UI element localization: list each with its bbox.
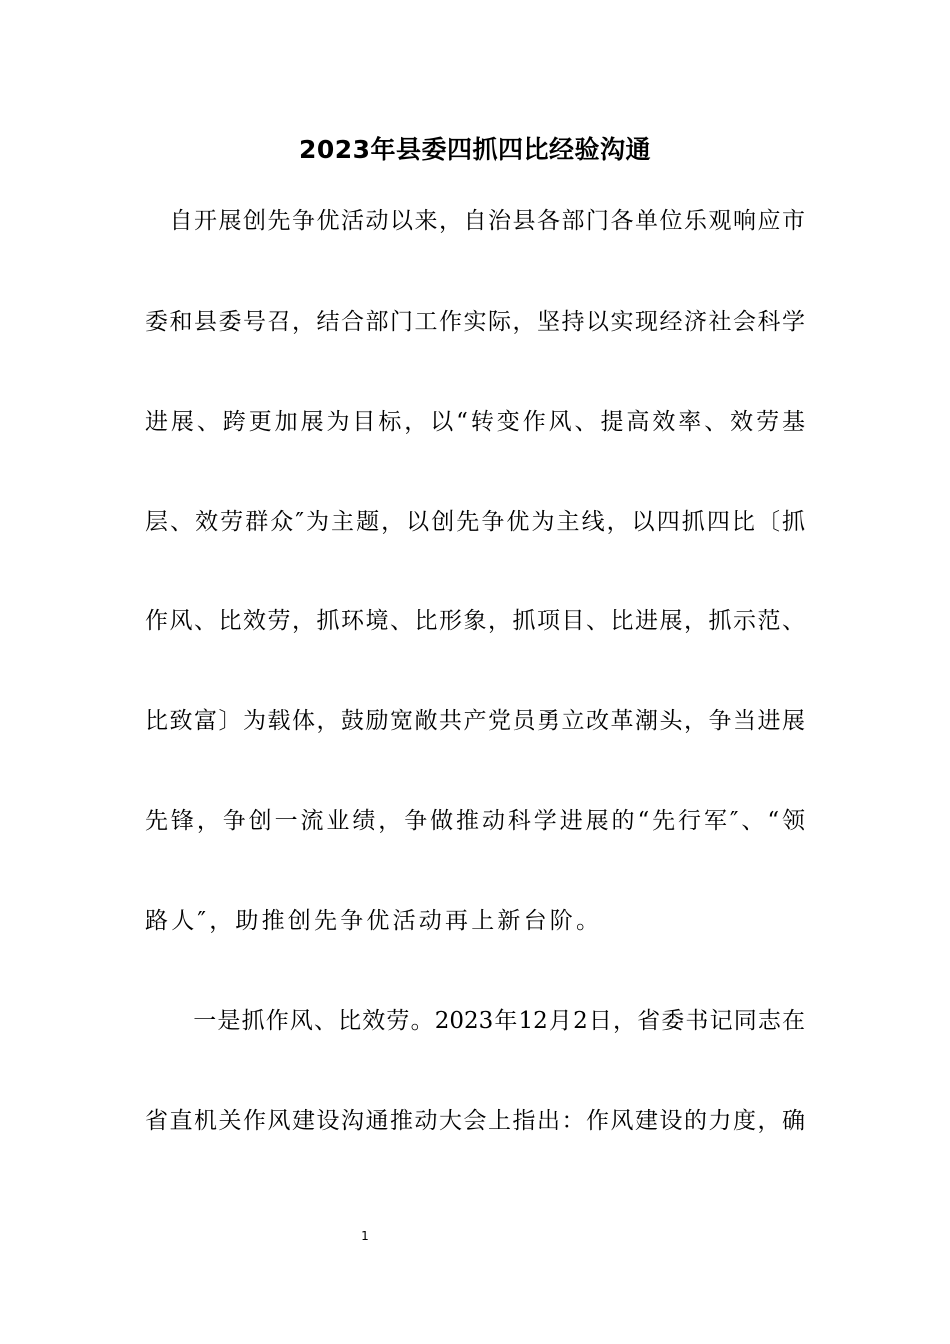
body-line: 自开展创先争优活动以来，自治县各部门各单位乐观响应市 — [145, 208, 805, 234]
body-line: 进展、跨更加展为目标，以“转变作风、提高效率、效劳基 — [145, 409, 805, 435]
body-line: 省直机关作风建设沟通推动大会上指出：作风建设的力度，确 — [145, 1108, 805, 1134]
body-line: 一是抓作风、比效劳。2023年12月2日，省委书记同志在 — [145, 1008, 805, 1034]
body-line: 作风、比效劳，抓环境、比形象，抓项目、比进展，抓示范、 — [145, 608, 805, 634]
page-number: 1 — [361, 1229, 369, 1243]
body-line: 路人″，助推创先争优活动再上新台阶。 — [145, 908, 603, 934]
body-line: 委和县委号召，结合部门工作实际，坚持以实现经济社会科学 — [145, 309, 805, 335]
document-title: 2023年县委四抓四比经验沟通 — [298, 135, 652, 164]
body-line: 层、效劳群众″为主题，以创先争优为主线，以四抓四比〔抓 — [145, 509, 805, 535]
body-line: 比致富〕为载体，鼓励宽敞共产党员勇立改革潮头，争当进展 — [145, 708, 805, 734]
body-line: 先锋，争创一流业绩，争做推动科学进展的“先行军″、“领 — [145, 808, 805, 834]
